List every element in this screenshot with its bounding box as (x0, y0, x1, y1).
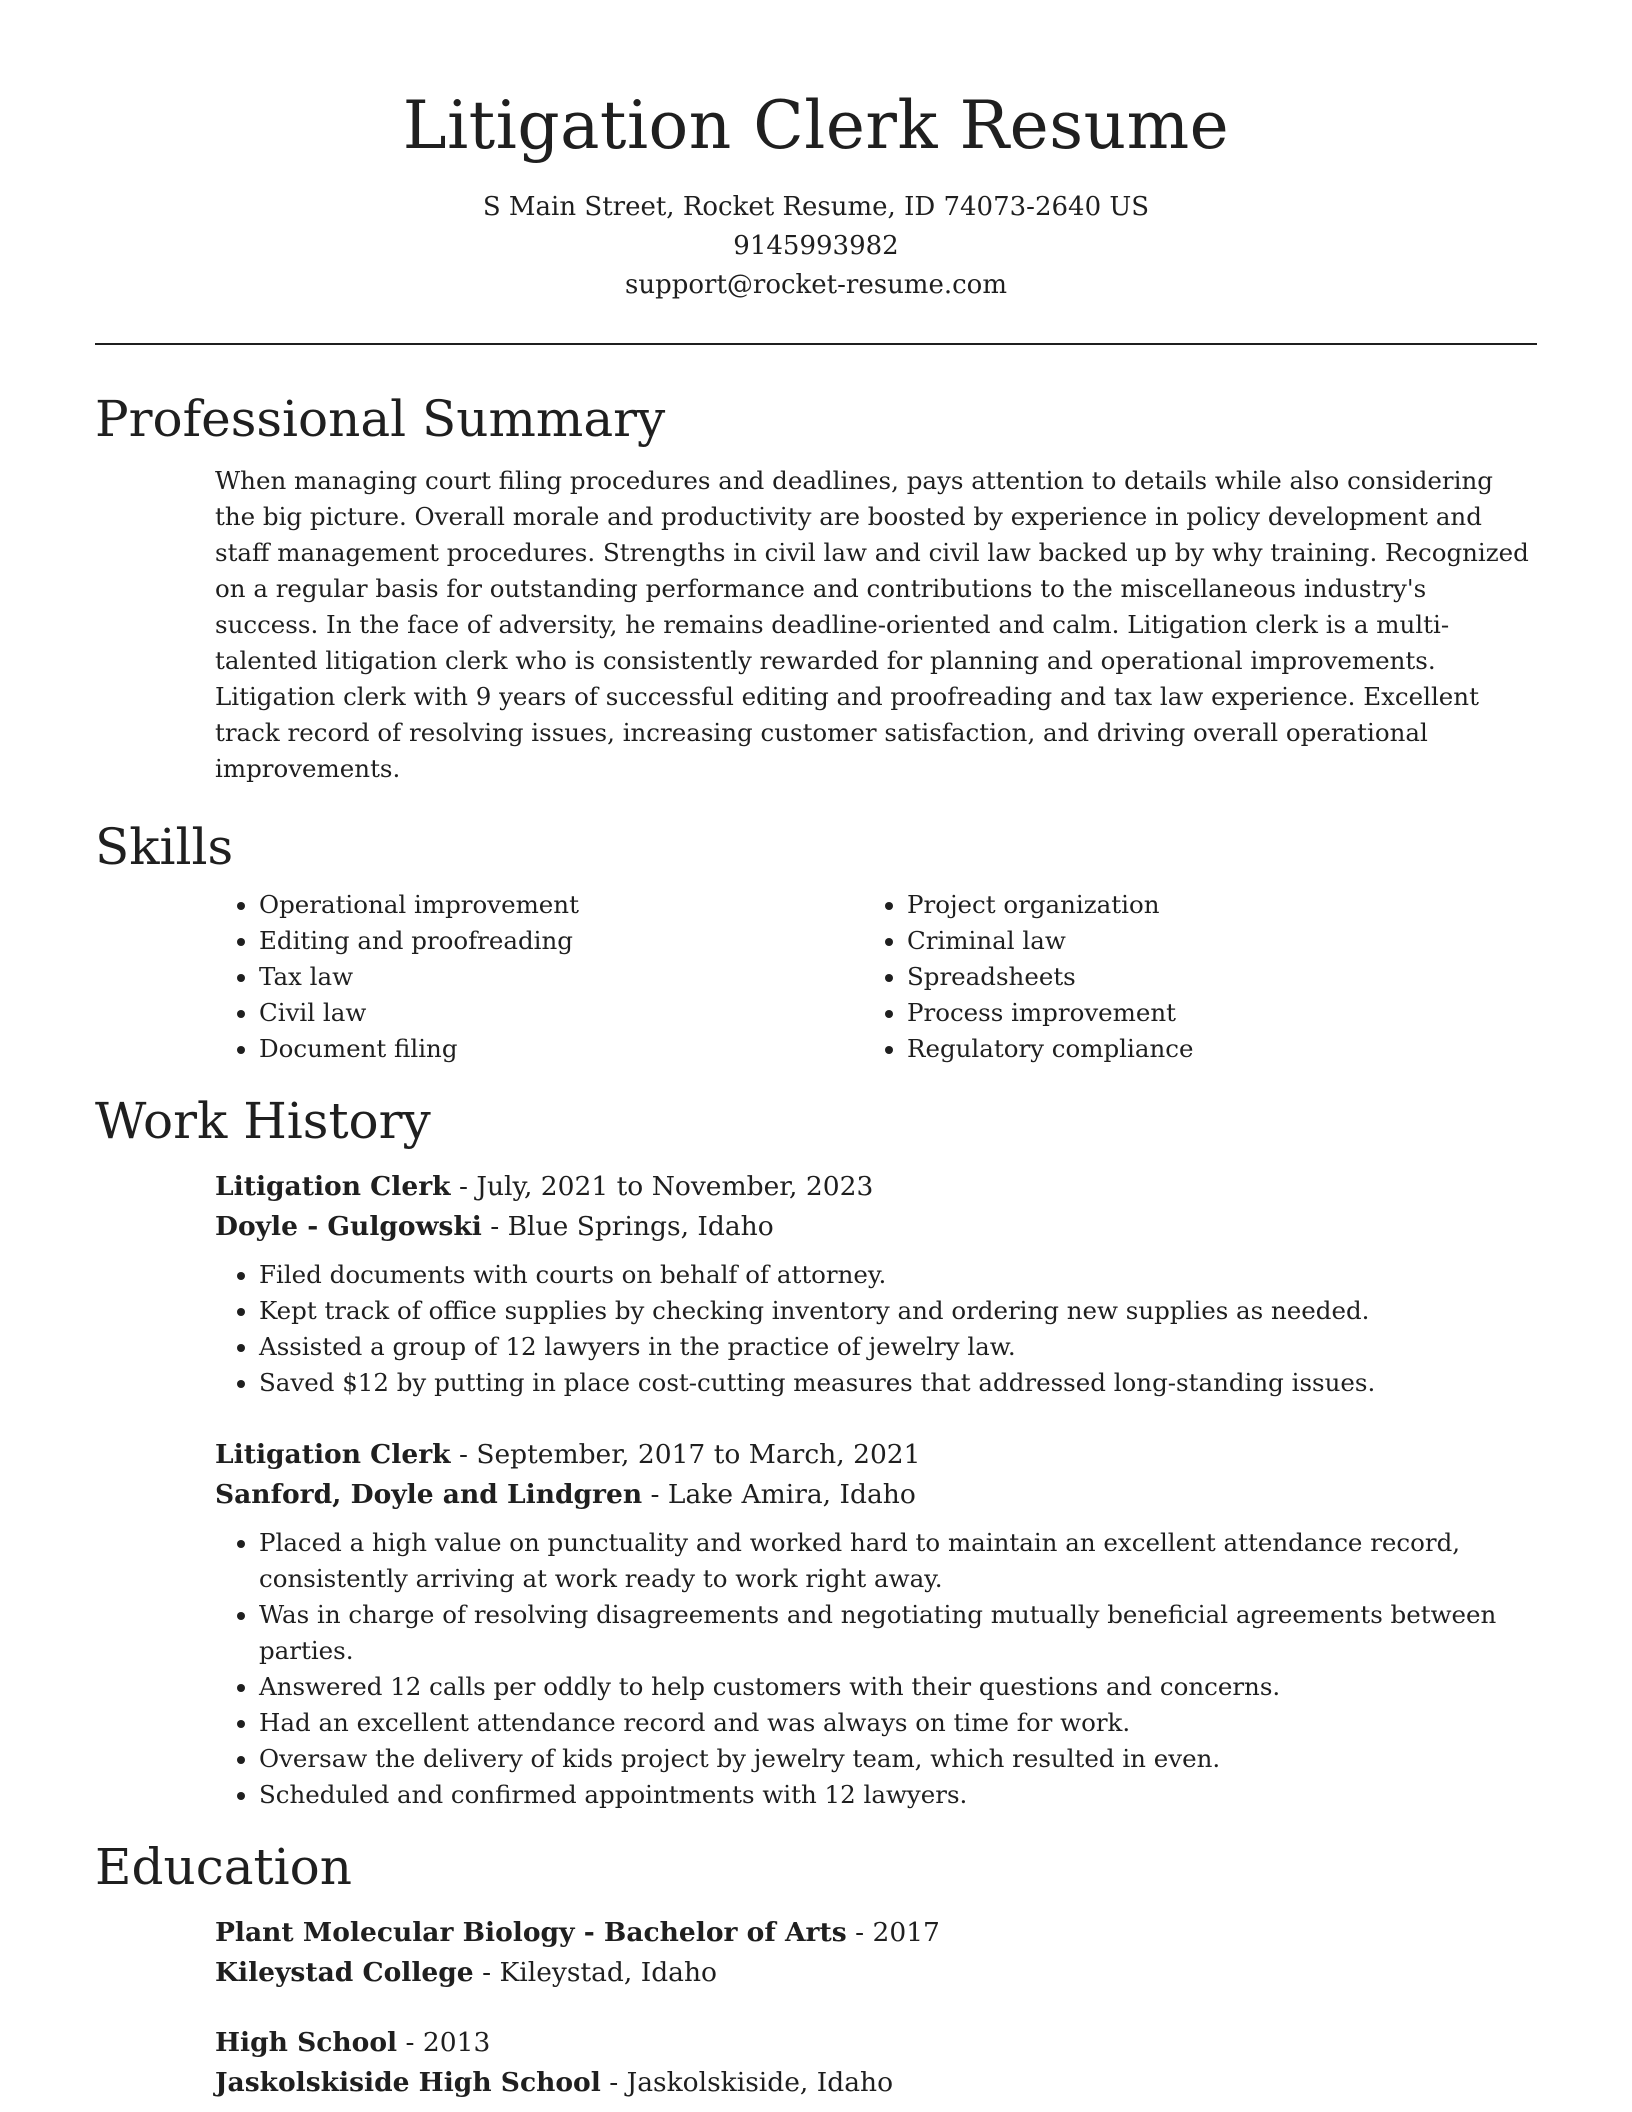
job-location: - Lake Amira, Idaho (642, 1479, 916, 1510)
skill-item: • Civil law (259, 995, 863, 1031)
job-role: Litigation Clerk (215, 1171, 451, 1202)
education-school: Jaskolskiside High School (215, 2067, 601, 2098)
skill-item: • Criminal law (907, 923, 1511, 959)
job-role: Litigation Clerk (215, 1439, 451, 1470)
contact-address: S Main Street, Rocket Resume, ID 74073-2640 US (482, 192, 1150, 222)
skill-item: • Operational improvement (259, 887, 863, 923)
work-history-section (95, 1089, 1537, 1813)
skill-item: • Spreadsheets (907, 959, 1511, 995)
education-school: Kileystad College (215, 1957, 474, 1988)
job-company-line (215, 1475, 1537, 1515)
job-duty: • Scheduled and confirmed appointments with 12 lawyers. (259, 1777, 1537, 1813)
education-year: - 2013 (397, 2027, 491, 2058)
job-duty: • Placed a high value on punctuality and worked hard to maintain an excellent attendance record, consistently arriving at work ready to work right away. (259, 1525, 1537, 1597)
skill-item: • Document filing (259, 1031, 863, 1067)
job-dates: - September, 2017 to March, 2021 (450, 1439, 921, 1470)
work-history-heading: Work History (95, 1092, 431, 1150)
job-dates: - July, 2021 to November, 2023 (450, 1171, 874, 1202)
contact-phone: 9145993982 (733, 231, 899, 261)
job-title-line (215, 1435, 1537, 1475)
resume-header (95, 0, 1537, 305)
job-company: Sanford, Doyle and Lindgren (215, 1479, 643, 1510)
summary-heading: Professional Summary (95, 390, 666, 448)
job-title-line (215, 1167, 1537, 1207)
skills-column-left (215, 887, 863, 1067)
contact-email: support@rocket-resume.com (624, 270, 1007, 300)
education-degree: Plant Molecular Biology - Bachelor of Arts (215, 1917, 847, 1948)
job-duty: • Oversaw the delivery of kids project by jewelry team, which resulted in even. (259, 1741, 1537, 1777)
job-duty: • Kept track of office supplies by checking inventory and ordering new supplies as needed. (259, 1293, 1537, 1329)
skill-item: • Process improvement (907, 995, 1511, 1031)
job-company: Doyle - Gulgowski (215, 1211, 482, 1242)
education-year: - 2017 (846, 1917, 940, 1948)
education-degree: High School (215, 2027, 398, 2058)
skill-item: • Project organization (907, 887, 1511, 923)
job-duties (215, 1525, 1537, 1813)
job-duties (215, 1257, 1537, 1401)
job-duty: • Answered 12 calls per oddly to help customers with their questions and concerns. (259, 1669, 1537, 1705)
job-duty: • Assisted a group of 12 lawyers in the practice of jewelry law. (259, 1329, 1537, 1365)
summary-text: When managing court filing procedures and deadlines, pays attention to details while also considering the big picture. Overall morale and productivity are boosted by experience in policy development and staff management procedures. Strengths in civil law and civil law backed up by why training. Recognized on a regular basis for outstanding performance and contributions to the miscellaneous industry's success. In the face of adversity, he remains deadline-oriented and calm. Litigation clerk is a multi-talented litigation clerk who is consistently rewarded for planning and operational improvements. Litigation clerk with 9 years of successful editing and proofreading and tax law experience. Excellent track record of resolving issues, increasing customer satisfaction, and driving overall operational improvements. (215, 466, 1529, 783)
skills-column-right (863, 887, 1511, 1067)
education-entry (215, 1913, 1537, 1993)
job-duty: • Saved $12 by putting in place cost-cutting measures that addressed long-standing issues. (259, 1365, 1537, 1401)
job-entry (215, 1167, 1537, 1401)
education-degree-line (215, 2023, 1537, 2063)
skill-item: • Editing and proofreading (259, 923, 863, 959)
job-duty: • Filed documents with courts on behalf of attorney. (259, 1257, 1537, 1293)
header-divider (95, 343, 1537, 345)
education-school-line (215, 2063, 1537, 2103)
skills-grid (215, 887, 1537, 1067)
job-location: - Blue Springs, Idaho (481, 1211, 774, 1242)
job-duty: • Was in charge of resolving disagreements and negotiating mutually beneficial agreements between parties. (259, 1597, 1537, 1669)
education-location: - Kileystad, Idaho (473, 1957, 717, 1988)
education-degree-line (215, 1913, 1537, 1953)
skill-item: • Regulatory compliance (907, 1031, 1511, 1067)
education-school-line (215, 1953, 1537, 1993)
skills-heading: Skills (95, 818, 234, 876)
education-entry (215, 2023, 1537, 2103)
resume-title: Litigation Clerk Resume (402, 87, 1230, 164)
education-section (95, 1835, 1537, 2103)
summary-section (95, 387, 1537, 787)
job-company-line (215, 1207, 1537, 1247)
skill-item: • Tax law (259, 959, 863, 995)
contact-info (95, 188, 1537, 305)
job-duty: • Had an excellent attendance record and was always on time for work. (259, 1705, 1537, 1741)
education-heading: Education (95, 1838, 352, 1896)
skills-section (95, 815, 1537, 1067)
education-location: - Jaskolskiside, Idaho (600, 2067, 894, 2098)
job-entry (215, 1435, 1537, 1813)
